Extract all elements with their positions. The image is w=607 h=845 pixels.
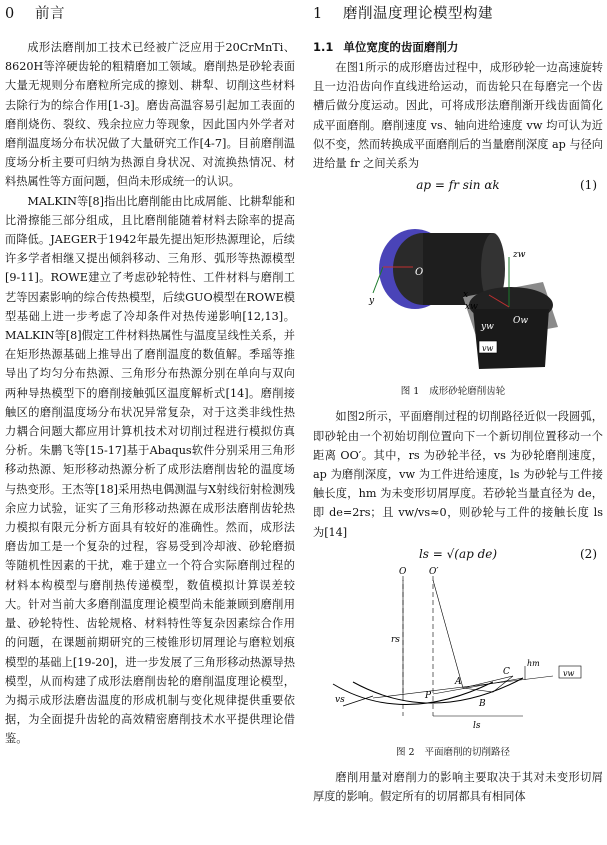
label-vs: vs — [335, 694, 345, 705]
figure-2-title: 平面磨削的切削路径 — [424, 747, 511, 759]
section-heading-model — [313, 4, 603, 24]
left-column — [5, 0, 295, 749]
section-number: 1 — [313, 6, 323, 22]
gear-body — [473, 309, 549, 369]
right-column — [313, 0, 603, 806]
subsection-number: 1.1 — [313, 40, 334, 54]
label-O2: O′ — [429, 566, 439, 577]
vs-arrow — [343, 696, 373, 706]
figure-2-number: 图 2 — [395, 747, 415, 759]
figure-2 — [313, 566, 603, 760]
figure-1-caption — [313, 385, 603, 399]
subsection-title: 单位宽度的齿面磨削力 — [343, 40, 459, 54]
figure-1-title: 成形砂轮磨削齿轮 — [429, 386, 506, 398]
section-number: 0 — [5, 6, 15, 22]
gear-grinding-illustration — [313, 197, 603, 377]
cutting-path-diagram — [313, 566, 603, 738]
label-vw: vw — [563, 668, 575, 678]
label-rs: rs — [391, 634, 400, 645]
label-zw: zw — [513, 250, 526, 261]
label-C: C — [503, 666, 510, 677]
model-paragraph-2: 如图2所示，平面磨削过程的切削路径近似一段圆弧，即砂轮由一个初始切削位置向下一个新切削位置移动一个距离 OO′。其中，rs 为砂轮半径，vs 为砂轮磨削速度，ap 为磨削深度，vw 为工件进给速度，ls 为砂轮与工件接触长度，hm 为未变形切屑厚度。若砂轮当量直径为 de，即 de=2rs；且 vw/vs≈0，则砂轮与工件的接触长度 ls 为[14] — [313, 410, 603, 539]
label-xw: xw — [465, 302, 478, 313]
intro-paragraph-2: MALKIN等[8]指出比磨削能由比成屑能、比耕犁能和比滑擦能三部分组成，且比磨削能随着材料去除率的提高而降低。JAEGER于1942年最先提出矩形热源理论，后续许多学者相继又提出倾斜移动、三角形、弧形等热源模型[9-11]。ROWE建立了考虑砂轮特性、工件材料与磨削工艺等因素影响的综合传热模型，后续GUO模型在ROWE模型基础上进一步考虑了冷却条件对热传递影响[12,13]。MALKIN等[8]假定工件材料热属性与温度呈线性关系，并在矩形热源基础上推导出了磨削温度的数值解。季瑶等推导出了均匀分布热源、三角形分布热源分别在单向与双向两种导热模型下的磨削接触弧区温度解析式[14]。磨削接触区的磨削温度场分布状况异常复杂，对于这类非线性热力耦合问题大都应用计算机技术对切削过程进行模拟仿真分析。朱鹏飞等[15-17]基于Abaqus软件分别采用三角形移动热源、矩形移动热源分析了成形法磨削齿轮的温度场与热变形。王杰等[18]采用热电偶测温与X射线衍射检测残余应力试验，证实了三角形移动热源在成形法磨削齿轮热力模拟有限元分析方面具有较好的准确性。然而，成形法磨齿加工是一个复杂的过程，容易受到冷却液、砂轮磨损等随机性因素的干扰，难于建立一个符合实际磨削过程的材料本构模型与磨削热传递模型，数值模拟计算误差较大。针对当前大多磨削温度理论模型尚未能兼顾到磨削用量、砂轮特性、齿轮规格、材料特性等复杂因素综合作用的问题，在课题前期研究的三棱锥形切屑理论与磨粒划痕模型的基础上[19-20]，进一步发展了三角形移动热源导热模型，从而构建了成形法磨削齿轮的磨削温度理论模型，为揭示成形法磨齿温度的形成机制与变化规律提供重要依据，为全面提升齿轮的高效精密磨削技术水平提供理论借鉴。 — [5, 194, 295, 746]
label-yw: yw — [481, 322, 494, 333]
model-paragraph-1: 在图1所示的成形磨齿过程中，成形砂轮一边高速旋转且一边沿齿向作直线进给运动，而齿轮只在每磨完一个齿槽后做分度运动。因此，可将成形法磨削渐开线齿面简化成平面磨削。磨削速度 vs、轴向进给速度 vw 均可认为近似不变，然而转换成平面磨削后的当量磨削深度 ap 与径向进给量 fr 之间关系为 — [313, 61, 603, 171]
label-Ow: Ow — [513, 316, 529, 327]
label-A: A — [455, 676, 462, 687]
label-ls: ls — [473, 720, 481, 731]
intro-paragraph-1: 成形法磨削加工技术已经被广泛应用于20CrMnTi、8620H等淬硬齿轮的粗精磨加工领域。磨削热是砂轮表面大量无规则分布磨粒所完成的擦划、耕犁、切削这些材料去除行为的综合作用[1-3]。磨齿高温容易引起加工表面的磨削烧伤、裂纹、残余拉应力等现象，因此国内外学者对磨削温度场分布状况做了大量研究工作[4-7]。目前磨削温度场分析主要可归纳为热源自身状况、对流换热情况、材料热属性等方面问题，但尚未形成统一的认识。 — [5, 41, 295, 189]
section-title: 磨削温度理论模型构建 — [343, 6, 493, 22]
model-paragraph-3: 磨削用量对磨削力的影响主要取决于其对未变形切屑厚度的影响。假定所有的切屑都具有相同体 — [313, 771, 603, 804]
label-vw: vw — [482, 344, 494, 354]
equation-1-body: ap = fr sin αk — [416, 178, 500, 193]
wheel-arc-2 — [353, 678, 523, 703]
equation-2 — [313, 542, 603, 566]
cut-line — [433, 678, 523, 694]
section-heading-intro — [5, 4, 295, 24]
label-hm: hm — [527, 658, 540, 668]
label-O: O — [415, 267, 424, 279]
figure-1-number: 图 1 — [400, 386, 420, 398]
radius-line-2 — [433, 580, 463, 688]
label-P: P — [425, 690, 432, 701]
figure-1 — [313, 197, 603, 399]
label-O: O — [399, 566, 407, 577]
subsection-heading — [313, 38, 603, 56]
equation-1 — [313, 173, 603, 197]
equation-1-number: (1) — [580, 178, 597, 193]
label-y: y — [369, 296, 375, 307]
section-title: 前言 — [35, 6, 65, 22]
equation-2-body: ls = √(ap de) — [418, 546, 498, 561]
equation-2-number: (2) — [580, 546, 597, 561]
figure-2-caption — [313, 746, 603, 760]
label-x: x — [463, 290, 469, 301]
label-B: B — [479, 698, 486, 709]
